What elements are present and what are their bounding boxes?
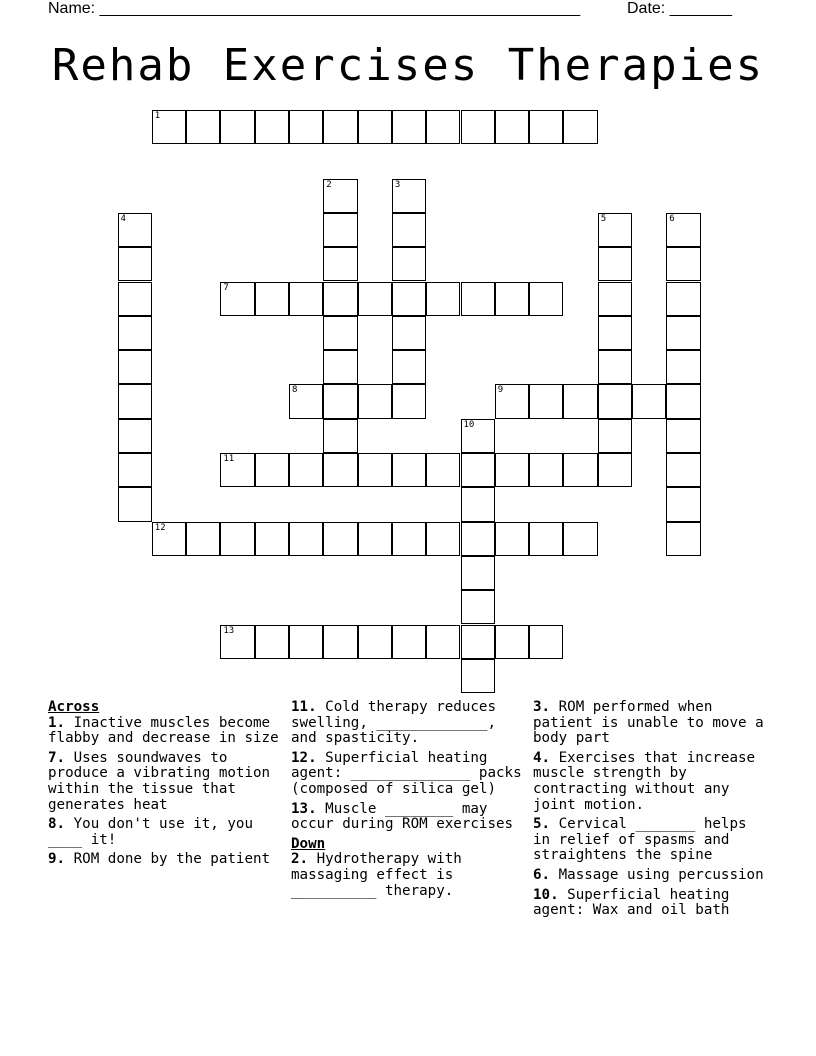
grid-cell[interactable] (152, 522, 186, 556)
grid-cell[interactable] (358, 110, 392, 144)
grid-cell[interactable] (392, 384, 426, 418)
clue-down-3 (533, 700, 765, 747)
grid-cell[interactable] (358, 625, 392, 659)
grid-cell[interactable] (529, 110, 563, 144)
grid-cell[interactable] (255, 625, 289, 659)
clue-text: Massage using percussion (550, 866, 764, 883)
grid-cell[interactable] (598, 213, 632, 247)
grid-cell[interactable] (323, 419, 357, 453)
clue-number-label: 13 (223, 625, 235, 636)
clue-number-label: 6 (669, 213, 675, 224)
grid-cell[interactable] (255, 282, 289, 316)
clue-text: You don't use it, you ____ it! (48, 816, 254, 848)
grid-cell[interactable] (289, 453, 323, 487)
grid-cell[interactable] (220, 282, 254, 316)
grid-cell[interactable] (529, 282, 563, 316)
grid-cell[interactable] (118, 213, 152, 247)
grid-cell[interactable] (118, 316, 152, 350)
grid-cell[interactable] (598, 419, 632, 453)
clue-number: 8. (48, 816, 66, 833)
grid-cell[interactable] (598, 384, 632, 418)
clue-across-8 (48, 817, 280, 848)
clue-number: 2. (291, 851, 309, 868)
grid-cell[interactable] (461, 590, 495, 624)
grid-cell[interactable] (358, 522, 392, 556)
grid-cell[interactable] (186, 110, 220, 144)
grid-cell[interactable] (563, 453, 597, 487)
clue-text: Uses soundwaves to produce a vibrating motion within the tissue that generates heat (48, 749, 271, 813)
grid-cell[interactable] (220, 522, 254, 556)
grid-cell[interactable] (598, 247, 632, 281)
grid-cell[interactable] (220, 625, 254, 659)
grid-cell[interactable] (392, 282, 426, 316)
clue-number: 10. (533, 886, 559, 903)
grid-cell[interactable] (358, 453, 392, 487)
grid-cell[interactable] (118, 487, 152, 521)
clue-number: 1. (48, 714, 66, 731)
grid-cell[interactable] (461, 625, 495, 659)
clue-across-11 (291, 700, 523, 747)
grid-cell[interactable] (289, 522, 323, 556)
clue-number: 6. (533, 866, 551, 883)
date-field-label[interactable]: Date: _______ (627, 0, 732, 17)
clue-text: Cervical _______ helps in relief of spasms and straightens the spine (533, 816, 747, 864)
clue-number: 9. (48, 851, 66, 868)
grid-cell[interactable] (529, 384, 563, 418)
grid-cell[interactable] (118, 384, 152, 418)
grid-cell[interactable] (598, 350, 632, 384)
grid-cell[interactable] (392, 350, 426, 384)
grid-cell[interactable] (598, 316, 632, 350)
clue-number-label: 8 (292, 385, 298, 396)
grid-cell[interactable] (426, 282, 460, 316)
grid-cell[interactable] (666, 384, 700, 418)
grid-cell[interactable] (666, 487, 700, 521)
grid-cell[interactable] (461, 453, 495, 487)
grid-cell[interactable] (392, 179, 426, 213)
grid-cell[interactable] (426, 110, 460, 144)
grid-cell[interactable] (495, 384, 529, 418)
grid-cell[interactable] (666, 419, 700, 453)
clue-down-2 (291, 852, 523, 899)
grid-cell[interactable] (392, 522, 426, 556)
clue-across-9 (48, 852, 280, 868)
grid-cell[interactable] (598, 282, 632, 316)
grid-cell[interactable] (220, 110, 254, 144)
grid-cell[interactable] (289, 282, 323, 316)
clue-text: ROM performed when patient is unable to move a body part (533, 699, 764, 747)
clue-text: Superficial heating agent: ______________ packs (composed of silica gel) (291, 749, 522, 797)
clue-number: 11. (291, 699, 317, 715)
clue-down-5 (533, 817, 765, 864)
clue-text: Cold therapy reduces swelling, _____________, and spasticity. (291, 699, 496, 747)
grid-cell[interactable] (118, 419, 152, 453)
grid-cell[interactable] (392, 110, 426, 144)
grid-cell[interactable] (666, 350, 700, 384)
grid-cell[interactable] (529, 625, 563, 659)
grid-cell[interactable] (495, 625, 529, 659)
grid-cell[interactable] (598, 453, 632, 487)
grid-cell[interactable] (461, 659, 495, 693)
clue-text: ROM done by the patient (65, 851, 271, 868)
grid-cell[interactable] (461, 419, 495, 453)
grid-cell[interactable] (358, 282, 392, 316)
grid-cell[interactable] (323, 453, 357, 487)
grid-cell[interactable] (666, 247, 700, 281)
grid-cell[interactable] (392, 453, 426, 487)
grid-cell[interactable] (220, 453, 254, 487)
clue-number-label: 9 (497, 385, 504, 396)
grid-cell[interactable] (358, 384, 392, 418)
down-heading: Down (291, 835, 326, 852)
clue-across-1 (48, 716, 280, 747)
grid-cell[interactable] (666, 453, 700, 487)
grid-cell[interactable] (323, 316, 357, 350)
grid-cell[interactable] (529, 453, 563, 487)
clue-number-label: 7 (223, 282, 229, 293)
clue-number-label: 2 (326, 179, 332, 190)
clue-number: 7. (48, 749, 66, 766)
grid-cell[interactable] (323, 384, 357, 418)
clue-number-label: 12 (154, 522, 166, 533)
grid-cell[interactable] (666, 316, 700, 350)
grid-cell[interactable] (255, 110, 289, 144)
clue-number: 13. (291, 800, 317, 817)
clue-number: 5. (533, 816, 551, 833)
grid-cell[interactable] (255, 453, 289, 487)
grid-cell[interactable] (323, 110, 357, 144)
grid-cell[interactable] (461, 282, 495, 316)
clue-text: Muscle ________ may occur during ROM exercises (291, 800, 514, 833)
clue-text: Exercises that increase muscle strength by contracting without any joint motion. (533, 749, 756, 813)
clue-number-label: 3 (394, 179, 401, 190)
grid-cell[interactable] (563, 110, 597, 144)
clue-down-4 (533, 751, 765, 813)
clue-number: 4. (533, 749, 551, 766)
grid-cell[interactable] (426, 522, 460, 556)
grid-cell[interactable] (323, 179, 357, 213)
grid-cell[interactable] (495, 110, 529, 144)
clue-column-1 (48, 700, 280, 872)
grid-cell[interactable] (563, 522, 597, 556)
grid-cell[interactable] (118, 453, 152, 487)
clue-across-12 (291, 751, 523, 798)
name-field-label[interactable]: Name: ______________________________________________________ (48, 0, 581, 17)
grid-cell[interactable] (666, 213, 700, 247)
grid-cell[interactable] (461, 556, 495, 590)
grid-cell[interactable] (323, 282, 357, 316)
grid-cell[interactable] (529, 522, 563, 556)
grid-cell[interactable] (495, 453, 529, 487)
grid-cell[interactable] (323, 247, 357, 281)
clue-column-3 (533, 700, 765, 923)
clue-number: 12. (291, 749, 317, 766)
grid-cell[interactable] (461, 110, 495, 144)
grid-cell[interactable] (392, 213, 426, 247)
clue-across-13 (291, 802, 523, 833)
grid-cell[interactable] (426, 625, 460, 659)
clue-number-label: 1 (154, 111, 161, 121)
clue-across-7 (48, 751, 280, 813)
clue-down-10 (533, 888, 765, 919)
page-title: Rehab Exercises Therapies (51, 40, 765, 91)
grid-cell[interactable] (392, 247, 426, 281)
grid-cell[interactable] (632, 384, 666, 418)
across-heading: Across (48, 699, 100, 715)
grid-cell[interactable] (323, 213, 357, 247)
grid-cell[interactable] (323, 625, 357, 659)
grid-cell[interactable] (666, 522, 700, 556)
grid-cell[interactable] (563, 384, 597, 418)
clue-down-6 (533, 868, 765, 884)
grid-cell[interactable] (255, 522, 289, 556)
grid-cell[interactable] (461, 487, 495, 521)
grid-cell[interactable] (289, 110, 323, 144)
clue-text: Superficial heating agent: Wax and oil bath (533, 886, 730, 919)
grid-cell[interactable] (289, 384, 323, 418)
grid-cell[interactable] (323, 522, 357, 556)
grid-cell[interactable] (392, 625, 426, 659)
grid-cell[interactable] (118, 282, 152, 316)
grid-cell[interactable] (426, 453, 460, 487)
grid-cell[interactable] (323, 350, 357, 384)
grid-cell[interactable] (118, 350, 152, 384)
grid-cell[interactable] (666, 282, 700, 316)
grid-cell[interactable] (152, 110, 186, 144)
grid-cell[interactable] (495, 522, 529, 556)
clue-number: 3. (533, 699, 551, 715)
grid-cell[interactable] (186, 522, 220, 556)
grid-cell[interactable] (495, 282, 529, 316)
grid-cell[interactable] (289, 625, 323, 659)
clue-number-label: 4 (120, 213, 126, 224)
clue-column-2 (291, 700, 523, 903)
clue-text: Inactive muscles become flabby and decrease in size (48, 714, 279, 747)
grid-cell[interactable] (392, 316, 426, 350)
clue-number-label: 5 (600, 213, 607, 224)
clue-number-label: 10 (463, 419, 475, 430)
grid-cell[interactable] (118, 247, 152, 281)
clue-number-label: 11 (223, 454, 235, 464)
clue-text: Hydrotherapy with massaging effect is __________ therapy. (291, 851, 462, 899)
grid-cell[interactable] (461, 522, 495, 556)
